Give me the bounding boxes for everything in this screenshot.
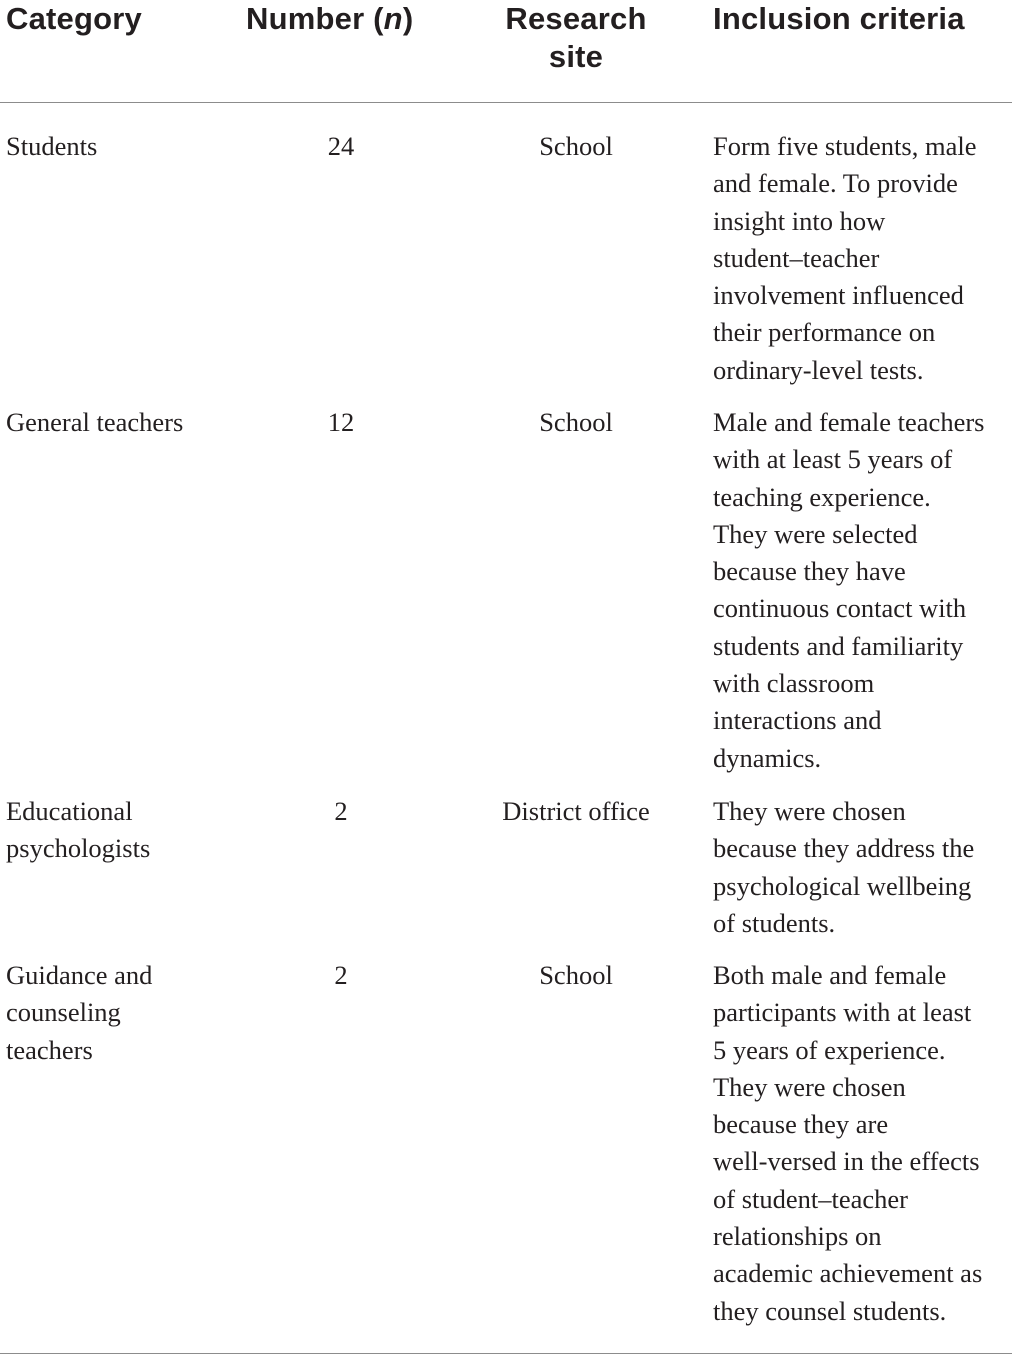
criteria-line: with at least 5 years of: [713, 444, 953, 475]
criteria-line: relationships on: [713, 1221, 882, 1252]
cell-number: 2: [334, 796, 348, 826]
criteria-line: They were chosen: [713, 796, 906, 826]
criteria-line: dynamics.: [713, 742, 822, 773]
table-header: [0, 0, 1012, 103]
category-line: Guidance and: [6, 960, 153, 990]
header-number-n: n: [383, 1, 403, 36]
header-inclusion-criteria: Inclusion criteria: [713, 1, 965, 36]
criteria-line: well-versed in the effects: [713, 1146, 980, 1177]
criteria-line: because they have: [713, 556, 906, 587]
header-research-site: [496, 0, 656, 76]
criteria-line: Both male and female: [713, 960, 947, 990]
cell-category: [6, 957, 226, 1069]
cell-category: [6, 404, 226, 441]
cell-number: 2: [334, 960, 348, 990]
criteria-line: participants with at least: [713, 997, 972, 1028]
cell-research-site: School: [539, 131, 613, 161]
criteria-line: ordinary-level tests.: [713, 354, 924, 385]
criteria-line: they counsel students.: [713, 1295, 947, 1326]
cell-inclusion-criteria: [713, 404, 1013, 777]
criteria-line: They were chosen: [713, 1071, 906, 1102]
header-site-line1: Research: [505, 1, 647, 36]
criteria-line: student–teacher: [713, 242, 880, 273]
criteria-line: and female. To provide: [713, 168, 958, 199]
header-site-line2: site: [548, 39, 604, 74]
criteria-line: of students.: [713, 907, 836, 938]
header-category: Category: [6, 1, 142, 36]
criteria-line: academic achievement as: [713, 1258, 983, 1289]
criteria-line: because they are: [713, 1109, 889, 1140]
cell-category: [6, 128, 226, 165]
cell-inclusion-criteria: [713, 793, 1013, 942]
criteria-line: involvement influenced: [713, 280, 964, 311]
header-number: [246, 0, 413, 38]
cell-number: 12: [327, 407, 355, 437]
cell-research-site: School: [539, 960, 613, 990]
header-number-suffix: ): [402, 1, 414, 36]
table-bottom-rule: [0, 1353, 1012, 1354]
criteria-line: Male and female teachers: [713, 407, 985, 437]
category-line: Educational: [6, 796, 133, 826]
criteria-line: of student–teacher: [713, 1183, 908, 1214]
criteria-line: insight into how: [713, 205, 886, 236]
cell-number: 24: [327, 131, 355, 161]
category-line: counseling: [6, 997, 121, 1028]
category-line: psychologists: [6, 833, 151, 864]
category-line: General teachers: [6, 407, 184, 437]
cell-research-site: School: [539, 407, 613, 437]
criteria-line: interactions and: [713, 705, 882, 736]
category-line: Students: [6, 131, 98, 161]
cell-research-site: District office: [502, 796, 650, 826]
cell-category: [6, 793, 226, 868]
header-number-prefix: Number (: [246, 1, 384, 36]
criteria-line: Form five students, male: [713, 131, 977, 161]
criteria-line: 5 years of experience.: [713, 1034, 946, 1065]
cell-inclusion-criteria: [713, 128, 1013, 389]
criteria-line: with classroom: [713, 668, 875, 699]
criteria-line: teaching experience.: [713, 481, 931, 512]
cell-inclusion-criteria: [713, 957, 1013, 1330]
criteria-line: psychological wellbeing: [713, 870, 972, 901]
criteria-line: continuous contact with: [713, 593, 967, 624]
criteria-line: They were selected: [713, 518, 918, 549]
criteria-line: because they address the: [713, 833, 975, 864]
criteria-line: students and familiarity: [713, 630, 964, 661]
criteria-line: their performance on: [713, 317, 936, 348]
category-line: teachers: [6, 1034, 93, 1065]
